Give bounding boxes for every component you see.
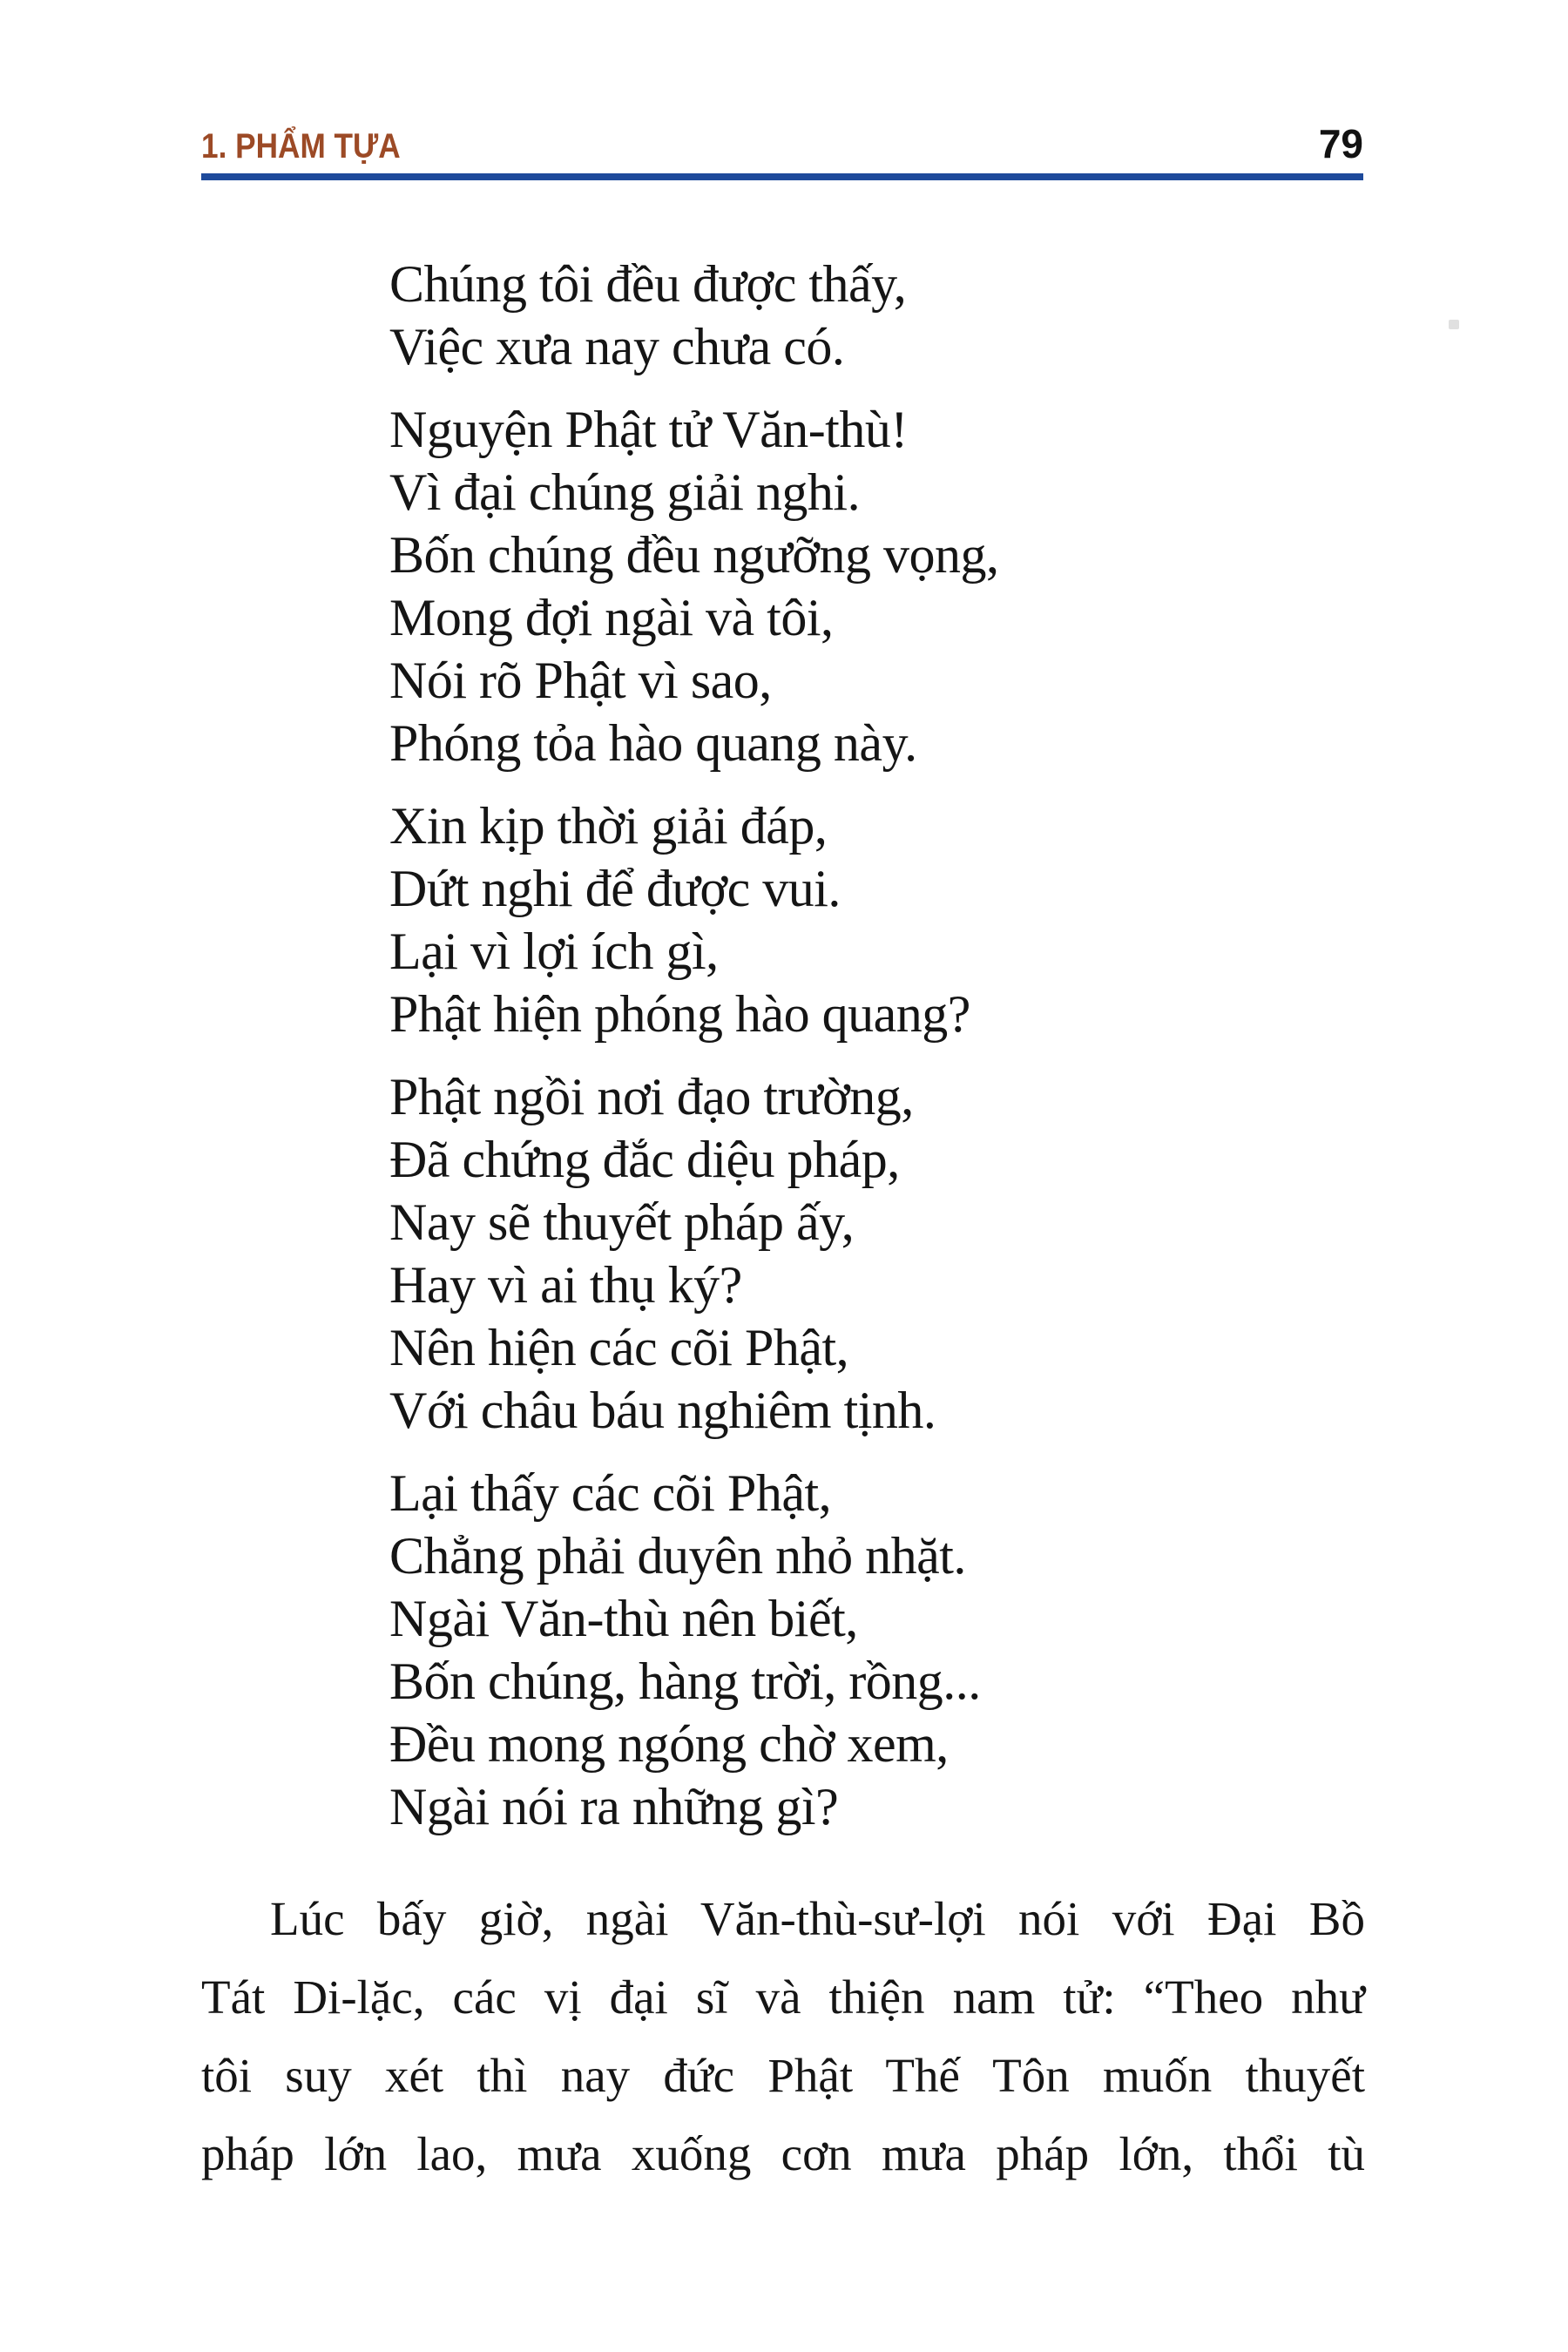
verse-line: Hay vì ai thụ ký? [389,1256,742,1314]
header-rule [201,173,1363,180]
verse-line: Phóng tỏa hào quang này. [389,714,917,772]
verse-line: Dứt nghi để được vui. [389,860,841,917]
prose-line: pháp lớn lao, mưa xuống cơn mưa pháp lớn, thổi tù [201,2127,1365,2180]
verse-line: Ngài nói ra những gì? [389,1778,839,1835]
page-header [201,122,1363,164]
verse-stanza [201,1065,1365,1442]
verse-line: Với châu báu nghiêm tịnh. [389,1382,936,1439]
prose-line: tôi suy xét thì nay đức Phật Thế Tôn muốn thuyết [201,2049,1365,2102]
verse-line: Đều mong ngóng chờ xem, [389,1715,949,1773]
scan-artifact [1449,320,1459,329]
verse-line: Việc xưa nay chưa có. [389,318,845,375]
verse-line: Phật ngồi nơi đạo trường, [389,1068,914,1125]
verse-line: Phật hiện phóng hào quang? [389,985,970,1043]
verse-line: Chúng tôi đều được thấy, [389,255,907,313]
prose-line: Tát Di-lặc, các vị đại sĩ và thiện nam tử: “Theo như [201,1970,1365,2024]
verse-line: Đã chứng đắc diệu pháp, [389,1131,900,1188]
page-number: 79 [1318,121,1363,166]
verse-stanza [201,794,1365,1045]
verse-line: Lại thấy các cõi Phật, [389,1464,832,1522]
verse-stanza [201,398,1365,774]
chapter-title: 1. PHẨM TỰA [201,127,401,166]
prose-line: Lúc bấy giờ, ngài Văn-thù-sư-lợi nói với Đại Bồ [270,1892,1365,1945]
verse-line: Lại vì lợi ích gì, [389,923,719,980]
verse-line: Nên hiện các cõi Phật, [389,1319,849,1376]
verse-line: Ngài Văn-thù nên biết, [389,1590,858,1647]
verse-line: Bốn chúng, hàng trời, rồng... [389,1652,981,1710]
verse-line: Nói rõ Phật vì sao, [389,652,772,709]
verse-line: Bốn chúng đều ngưỡng vọng, [389,526,999,584]
verse-line: Chẳng phải duyên nhỏ nhặt. [389,1527,966,1585]
verse-line: Xin kịp thời giải đáp, [389,797,828,855]
verse-stanza [201,1462,1365,1838]
verse-line: Vì đại chúng giải nghi. [389,463,861,521]
page-content [201,253,1365,2193]
verse-line: Mong đợi ngài và tôi, [389,589,834,646]
verse-line: Nguyện Phật tử Văn-thù! [389,401,908,458]
verse-stanza [201,253,1365,378]
prose-paragraph [201,1880,1365,2193]
verse-line: Nay sẽ thuyết pháp ấy, [389,1193,855,1251]
